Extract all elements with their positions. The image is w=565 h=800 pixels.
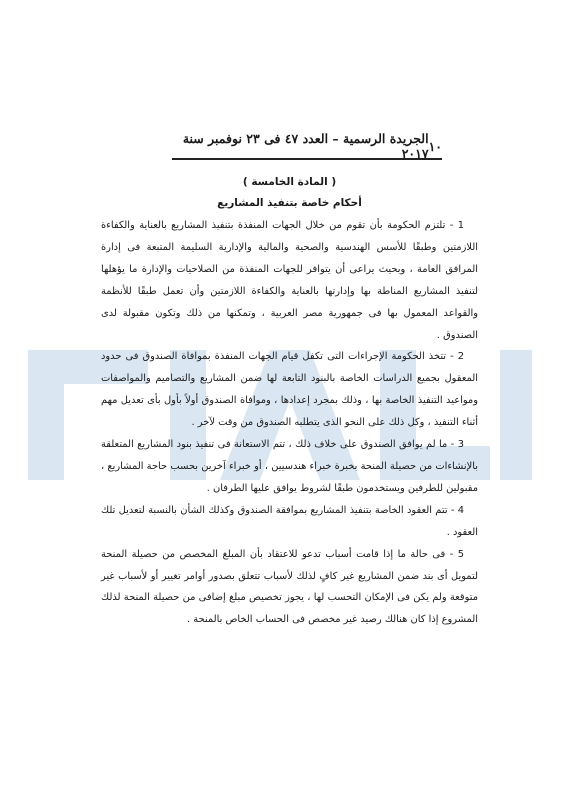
clause-paragraph-2: 2 - تتخذ الحكومة الإجراءات التى تكفل قيام الجهات المنفذة بموافاة الصندوق فى حدود المعقول بجميع الدراسات الخاصة بالبنود التابعة لها ضمن المشاريع والتصاميم والمواصفات ومواعيد التنفيذ الخاصة بها ، وذلك بمجرد إعدادها ، وموافاة الصندوق أولاً بأول بأى تعديل مهم أثناء التنفيذ ، وكل ذلك على النحو الذى يتطلبه الصندوق من وقت لآخر .: [101, 351, 478, 429]
clause-paragraph-3: 3 - ما لم يوافق الصندوق على خلاف ذلك ، تتم الاستعانة فى تنفيذ بنود المشاريع المتعلقة بالإنشاءات من حصيلة المنحة بخبرة خبراء هندسيين ، أو خبراء آخرين بحسب حاجة المشاريع ، مقبولين للطرفين ويستخدمون طبقًا لشروط يوافق عليها الطرفان .: [101, 439, 478, 494]
article-body: [101, 172, 478, 631]
clause-paragraph-1: 1 - تلتزم الحكومة بأن تقوم من خلال الجهات المنفذة بتنفيذ المشاريع بالعناية والكفاءة اللازمتين وطبقًا للأسس الهندسية والصحية والمالية والإدارية السليمة المتبعة فى إدارة المرافق العامة ، وبحيث يراعى أن يتوافر للجهات المنفذة من الصلاحيات والإدارة ما يؤهلها لتنفيذ المشاريع المناطة بها وإدارتها بالعناية والكفاءة اللازمتين وأن تعمل طبقًا للأنظمة والقواعد المعمول بها فى جمهورية مصر العربية ، وتمكنها من ذلك وتكون مقبولة لدى الصندوق .: [101, 220, 478, 341]
publication-line: الجريدة الرسمية – العدد ٤٧ فى ٢٣ نوفمبر سنة ٢٠١٧: [182, 131, 429, 161]
page-number: ١٠: [428, 138, 442, 154]
header-divider: [172, 158, 442, 160]
clause-paragraph-4: 4 - تتم العقود الخاصة بتنفيذ المشاريع بموافقة الصندوق وكذلك الشأن بالنسبة لتعديل تلك العقود .: [101, 504, 478, 538]
page-header: [172, 131, 442, 161]
clause-paragraph-5: 5 - فى حالة ما إذا قامت أسباب تدعو للاعتقاد بأن المبلغ المخصص من حصيلة المنحة لتمويل أى بند ضمن المشاريع غير كافٍ لذلك لأسباب تتعلق بصدور أوامر تغيير أو لأسباب غير متوقعة ولم يكن فى الإمكان التحسب لها ، يجوز تخصيص مبلغ إضافى من حصيلة المنحة لذلك المشروع إذا كان هنالك رصيد غير مخصص فى الحساب الخاص بالمنحة .: [101, 548, 478, 626]
article-subheading: أحكام خاصة بتنفيذ المشاريع: [217, 197, 362, 209]
article-heading: ( المادة الخامسة ): [242, 176, 337, 188]
